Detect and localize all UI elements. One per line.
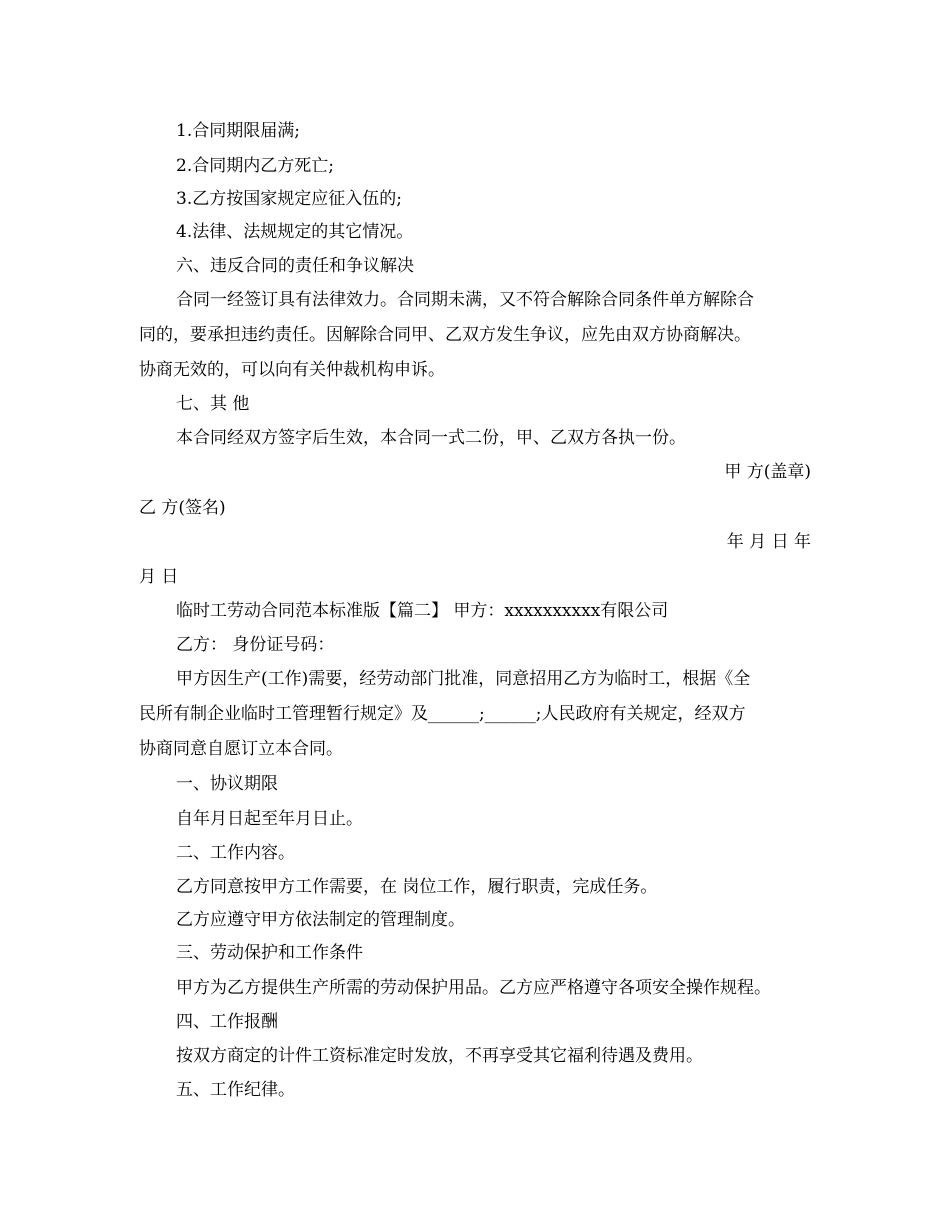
contract-title-line: 临时工劳动合同范本标准版【篇二】 甲方：xxxxxxxxxx有限公司 bbox=[176, 601, 669, 621]
section-heading-2: 二、工作内容。 bbox=[176, 843, 295, 863]
paragraph-line: 按双方商定的计件工资标准定时发放，不再享受其它福利待遇及费用。 bbox=[176, 1046, 703, 1066]
paragraph-line: 甲方为乙方提供生产所需的劳动保护用品。乙方应严格遵守各项安全操作规程。 bbox=[176, 978, 771, 998]
party-b-id-line: 乙方： 身份证号码： bbox=[176, 635, 335, 655]
paragraph-line: 自年月日起至年月日止。 bbox=[176, 809, 363, 829]
section-heading-5: 五、工作纪律。 bbox=[176, 1080, 295, 1100]
section-heading-1: 一、协议期限 bbox=[176, 774, 278, 794]
clause-item-1: 1.合同期限届满; bbox=[176, 121, 300, 141]
clause-item-2: 2.合同期内乙方死亡; bbox=[176, 156, 334, 176]
section-heading-4: 四、工作报酬 bbox=[176, 1012, 278, 1032]
party-b-signature-label: 乙 方(签名) bbox=[139, 498, 226, 518]
date-label: 月 日 bbox=[139, 567, 179, 587]
paragraph-line: 乙方同意按甲方工作需要，在 岗位工作，履行职责，完成任务。 bbox=[176, 877, 658, 897]
paragraph-line: 同的，要承担违约责任。因解除合同甲、乙双方发生争议，应先由双方协商解决。 bbox=[139, 325, 751, 345]
paragraph-line: 协商无效的，可以向有关仲裁机构申诉。 bbox=[139, 360, 445, 380]
paragraph-line: 甲方因生产(工作)需要，经劳动部门批准，同意招用乙方为临时工，根据《全 bbox=[176, 669, 751, 689]
date-label: 年 月 日 年 bbox=[726, 532, 811, 552]
paragraph-line: 本合同经双方签字后生效，本合同一式二份，甲、乙双方各执一份。 bbox=[176, 428, 686, 448]
section-heading-7: 七、其 他 bbox=[176, 394, 250, 414]
clause-item-4: 4.法律、法规规定的其它情况。 bbox=[176, 222, 414, 242]
section-heading-3: 三、劳动保护和工作条件 bbox=[176, 943, 363, 963]
paragraph-line: 民所有制企业临时工管理暂行规定》及______;______;人民政府有关规定，经双方 bbox=[139, 704, 746, 724]
party-a-seal-label: 甲 方(盖章) bbox=[724, 462, 811, 482]
paragraph-line: 协商同意自愿订立本合同。 bbox=[139, 739, 343, 759]
section-heading-6: 六、违反合同的责任和争议解决 bbox=[176, 256, 414, 276]
paragraph-line: 合同一经签订具有法律效力。合同期未满，又不符合解除合同条件单方解除合 bbox=[176, 290, 754, 310]
clause-item-3: 3.乙方按国家规定应征入伍的; bbox=[176, 189, 402, 209]
paragraph-line: 乙方应遵守甲方依法制定的管理制度。 bbox=[176, 910, 465, 930]
